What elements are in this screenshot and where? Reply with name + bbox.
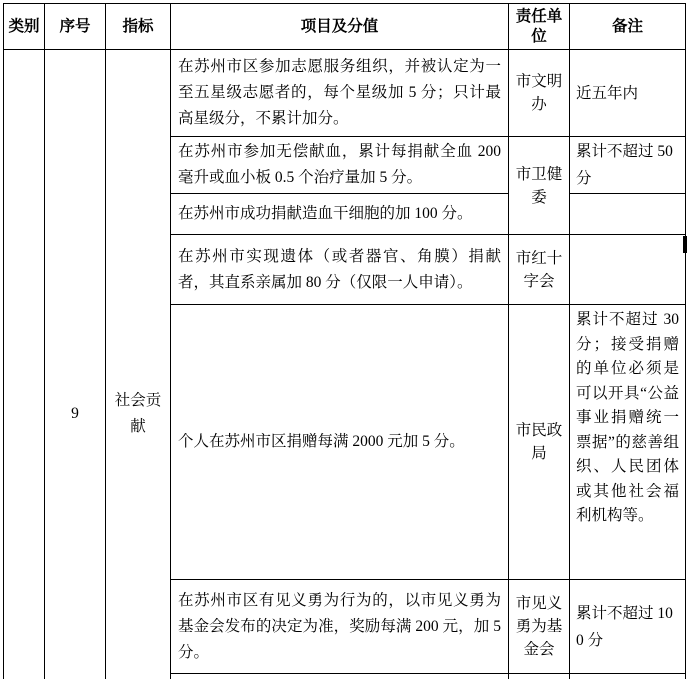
header-row [4, 4, 686, 50]
header-cell-category: 类别 [4, 4, 45, 50]
item-cell: 在苏州市区参加志愿服务组织，并被认定为一至五星级志愿者的，每个星级加 5 分；只计最高星级分，不累计加分。 [171, 50, 509, 137]
note-cell: 累计不超过 100 分 [570, 580, 686, 674]
right-edge-mark [683, 236, 687, 253]
note-cell [570, 674, 686, 679]
unit-cell: 市民政局 [509, 305, 570, 580]
item-cell: 在苏州市区有见义勇为行为的，以市见义勇为基金会发布的决定为准，奖励每满 200 元，加 5 分。 [171, 580, 509, 674]
item-cell: 在苏州市成功捐献造血干细胞的加 100 分。 [171, 194, 509, 235]
item-cell [171, 674, 509, 679]
item-cell: 个人在苏州市区捐赠每满 2000 元加 5 分。 [171, 305, 509, 580]
header-cell-note: 备注 [570, 4, 686, 50]
social-contribution-score-table [3, 3, 686, 679]
header-cell-unit: 责任单位 [509, 4, 570, 50]
note-cell [570, 194, 686, 235]
header-cell-indicator: 指标 [106, 4, 171, 50]
item-cell: 在苏州市参加无偿献血，累计每捐献全血 200 毫升或血小板 0.5 个治疗量加 5 分。 [171, 137, 509, 194]
unit-cell: 市红十字会 [509, 235, 570, 305]
category-cell [4, 50, 45, 679]
table-row [4, 50, 686, 137]
unit-cell: 市卫健委 [509, 137, 570, 235]
note-cell: 累计不超过 50 分 [570, 137, 686, 194]
header-cell-item: 项目及分值 [171, 4, 509, 50]
note-cell: 近五年内 [570, 50, 686, 137]
item-cell: 在苏州市实现遗体（或者器官、角膜）捐献者，其直系亲属加 80 分（仅限一人申请）。 [171, 235, 509, 305]
unit-cell: 市文明办 [509, 50, 570, 137]
indicator-cell: 社会贡献 [106, 50, 171, 679]
serial-number-cell: 9 [45, 50, 106, 679]
unit-cell: 市见义勇为基金会 [509, 580, 570, 674]
unit-cell [509, 674, 570, 679]
note-cell: 累计不超过 30 分；接受捐赠的单位必须是可以开具“公益事业捐赠统一票据”的慈善组织、人民团体或其他社会福利机构等。 [570, 305, 686, 580]
header-cell-serial: 序号 [45, 4, 106, 50]
note-cell [570, 235, 686, 305]
